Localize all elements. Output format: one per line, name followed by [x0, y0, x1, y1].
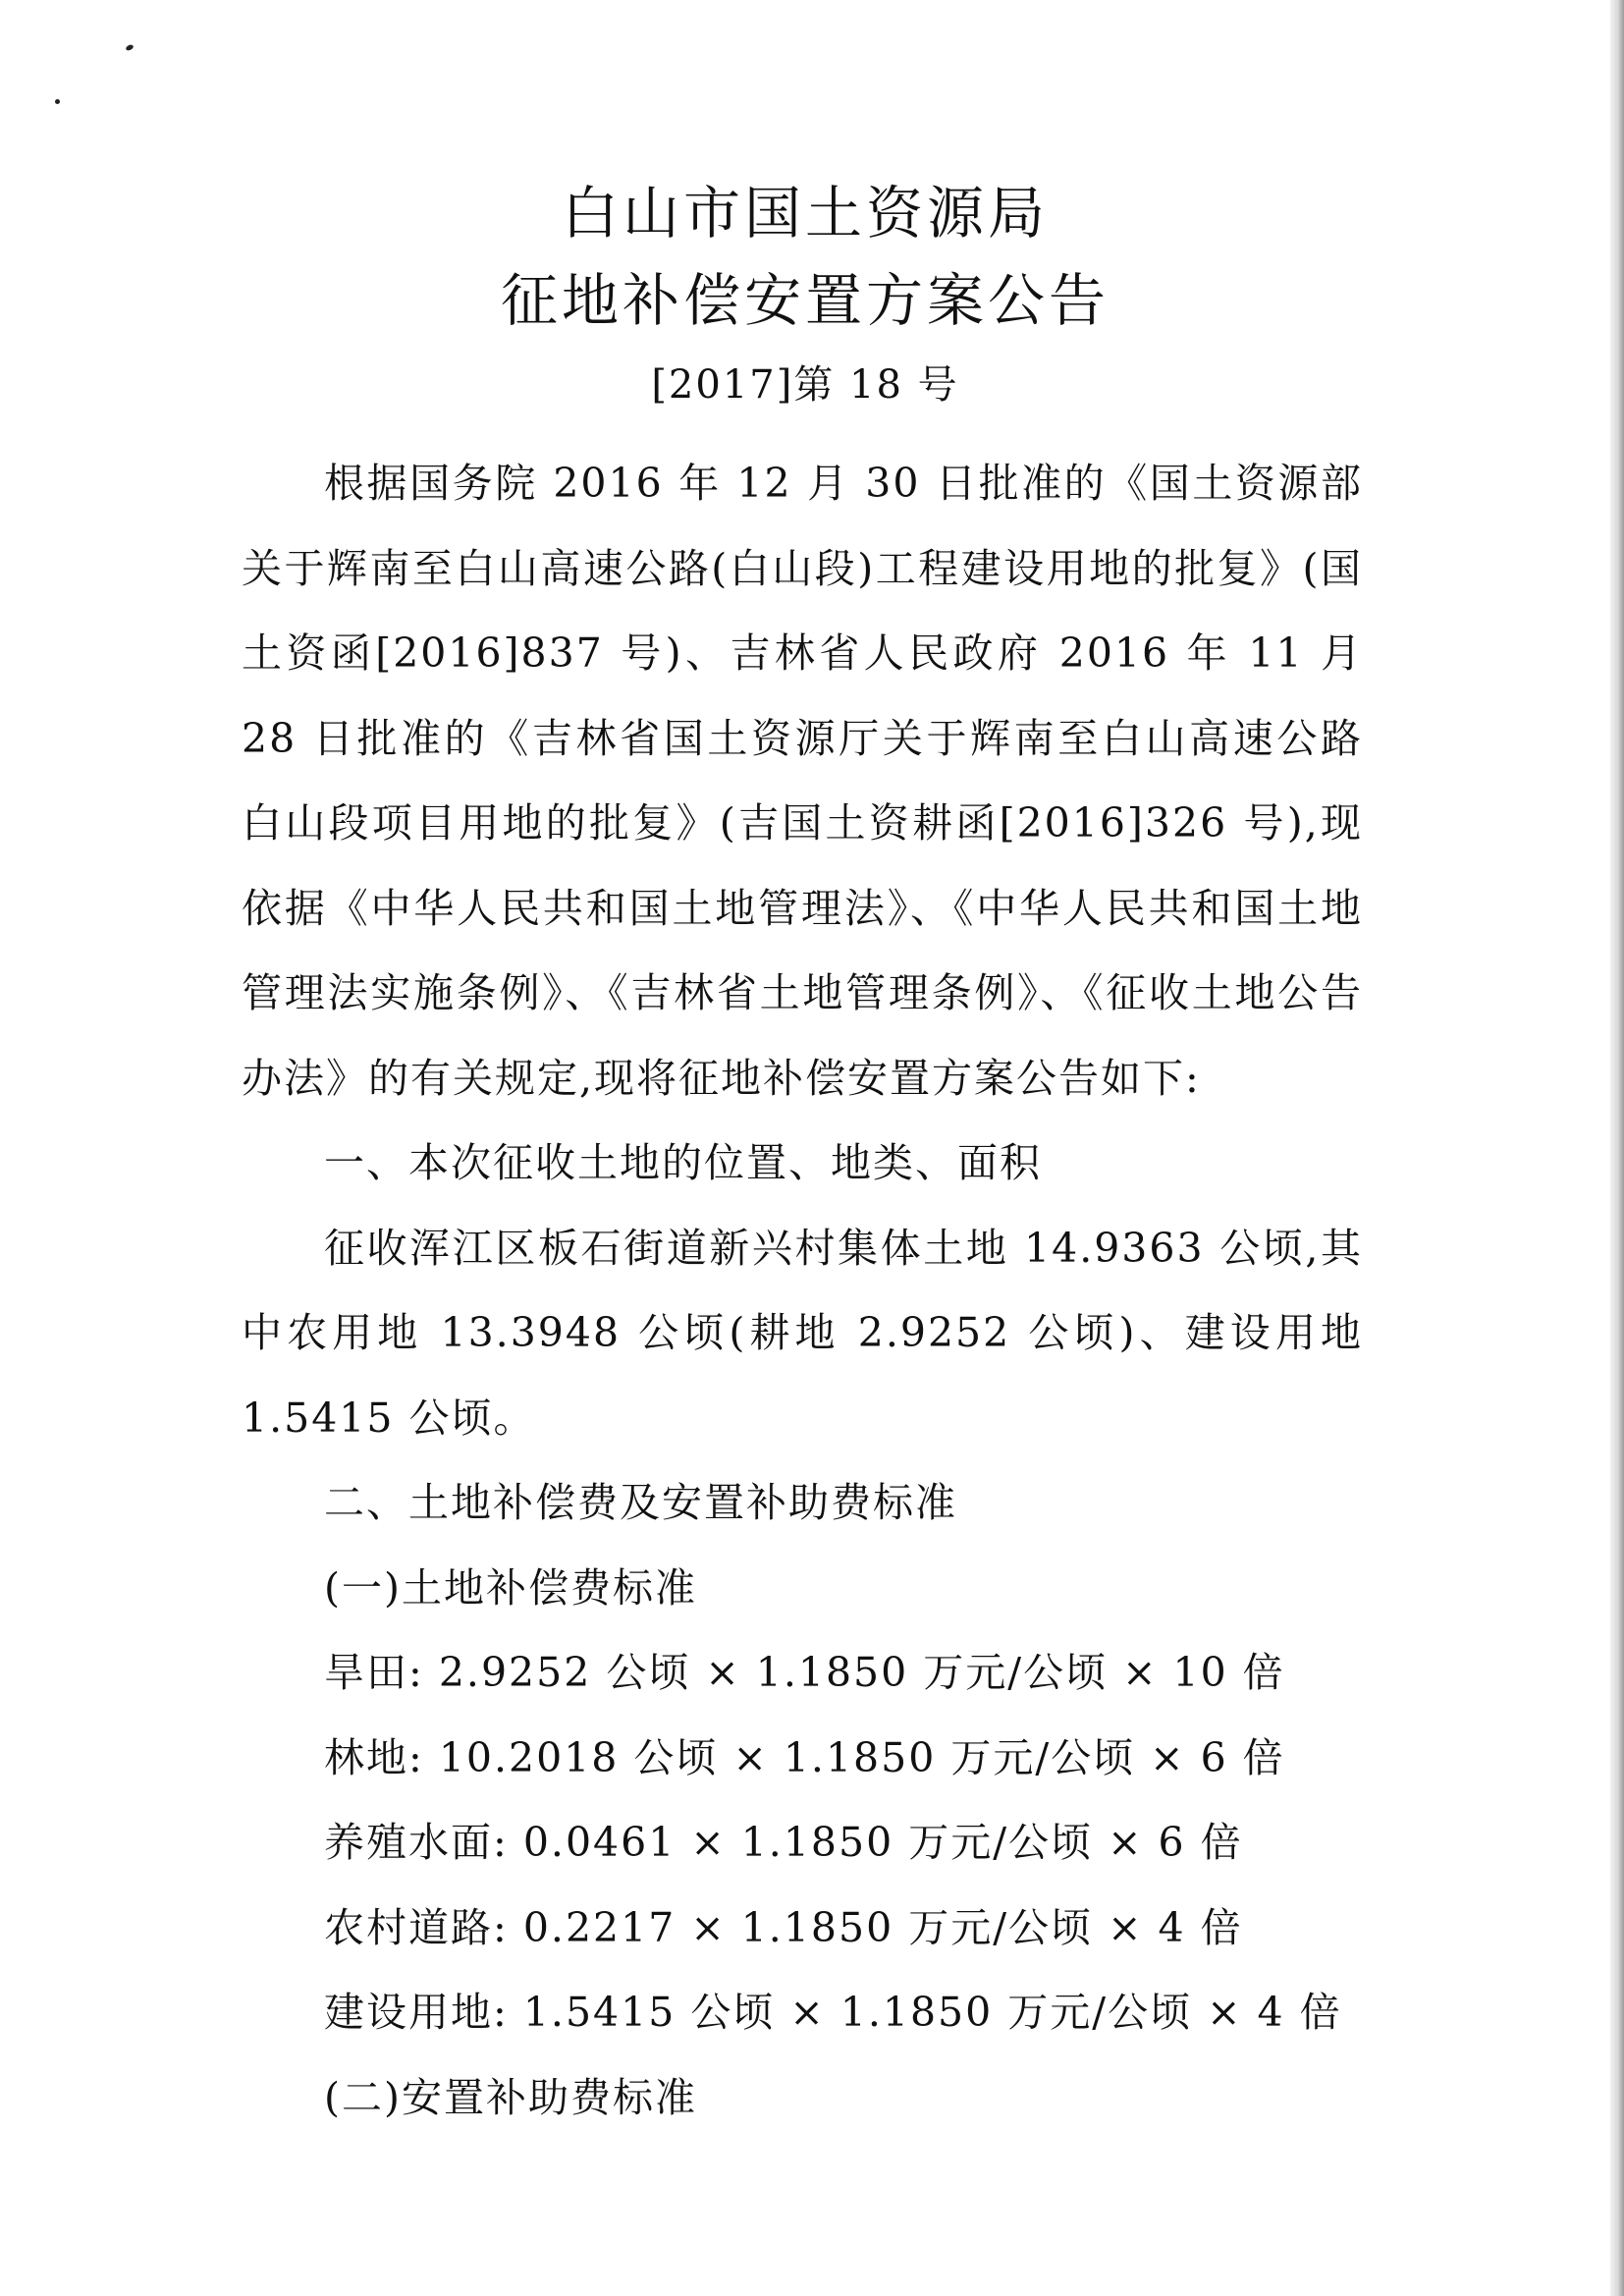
section2-heading: 二、土地补偿费及安置补助费标准 — [324, 1479, 957, 1526]
compensation-item: 养殖水面: 0.0461 × 1.1850 万元/公顷 × 6 倍 — [324, 1819, 1243, 1866]
document-number: [2017]第 18 号 — [651, 362, 959, 408]
document-title-line1: 白山市国土资源局 — [561, 180, 1049, 246]
scan-speck — [55, 99, 60, 104]
document-title-line2: 征地补偿安置方案公告 — [500, 267, 1110, 334]
document-body — [242, 441, 1363, 2140]
subsection1-heading: (一)土地补偿费标准 — [324, 1563, 697, 1612]
compensation-item: 建设用地: 1.5415 公顷 × 1.1850 万元/公顷 × 4 倍 — [324, 1989, 1342, 2036]
scan-edge — [1610, 0, 1624, 2296]
section1-heading: 一、本次征收土地的位置、地类、面积 — [324, 1139, 1042, 1186]
compensation-item: 农村道路: 0.2217 × 1.1850 万元/公顷 × 4 倍 — [324, 1903, 1243, 1951]
compensation-item: 林地: 10.2018 公顷 × 1.1850 万元/公顷 × 6 倍 — [324, 1733, 1285, 1781]
compensation-item: 旱田: 2.9252 公顷 × 1.1850 万元/公顷 × 10 倍 — [324, 1649, 1285, 1696]
intro-paragraph: 根据国务院 2016 年 12 月 30 日批准的《国土资源部关于辉南至白山高速公路(白山段)工程建设用地的批复》(国土资函[2016]837 号)、吉林省人民政府 2016 年 11 月 28 日批准的《吉林省国土资源厅关于辉南至白山高速公路白山段项目用地的批复》(吉国土资耕函[2016]326 号),现依据《中华人民共和国土地管理法》、《中华人民共和国土地管理法实施条例》、《吉林省土地管理条例》、《征收土地公告办法》的有关规定,现将征地补偿安置方案公告如下: — [242, 460, 1363, 1102]
subsection2-heading: (二)安置补助费标准 — [324, 2073, 697, 2121]
section1-paragraph: 征收浑江区板石街道新兴村集体土地 14.9363 公顷,其中农用地 13.3948 公顷(耕地 2.9252 公顷)、建设用地 1.5415 公顷。 — [242, 1224, 1363, 1442]
scan-speck — [125, 44, 134, 52]
